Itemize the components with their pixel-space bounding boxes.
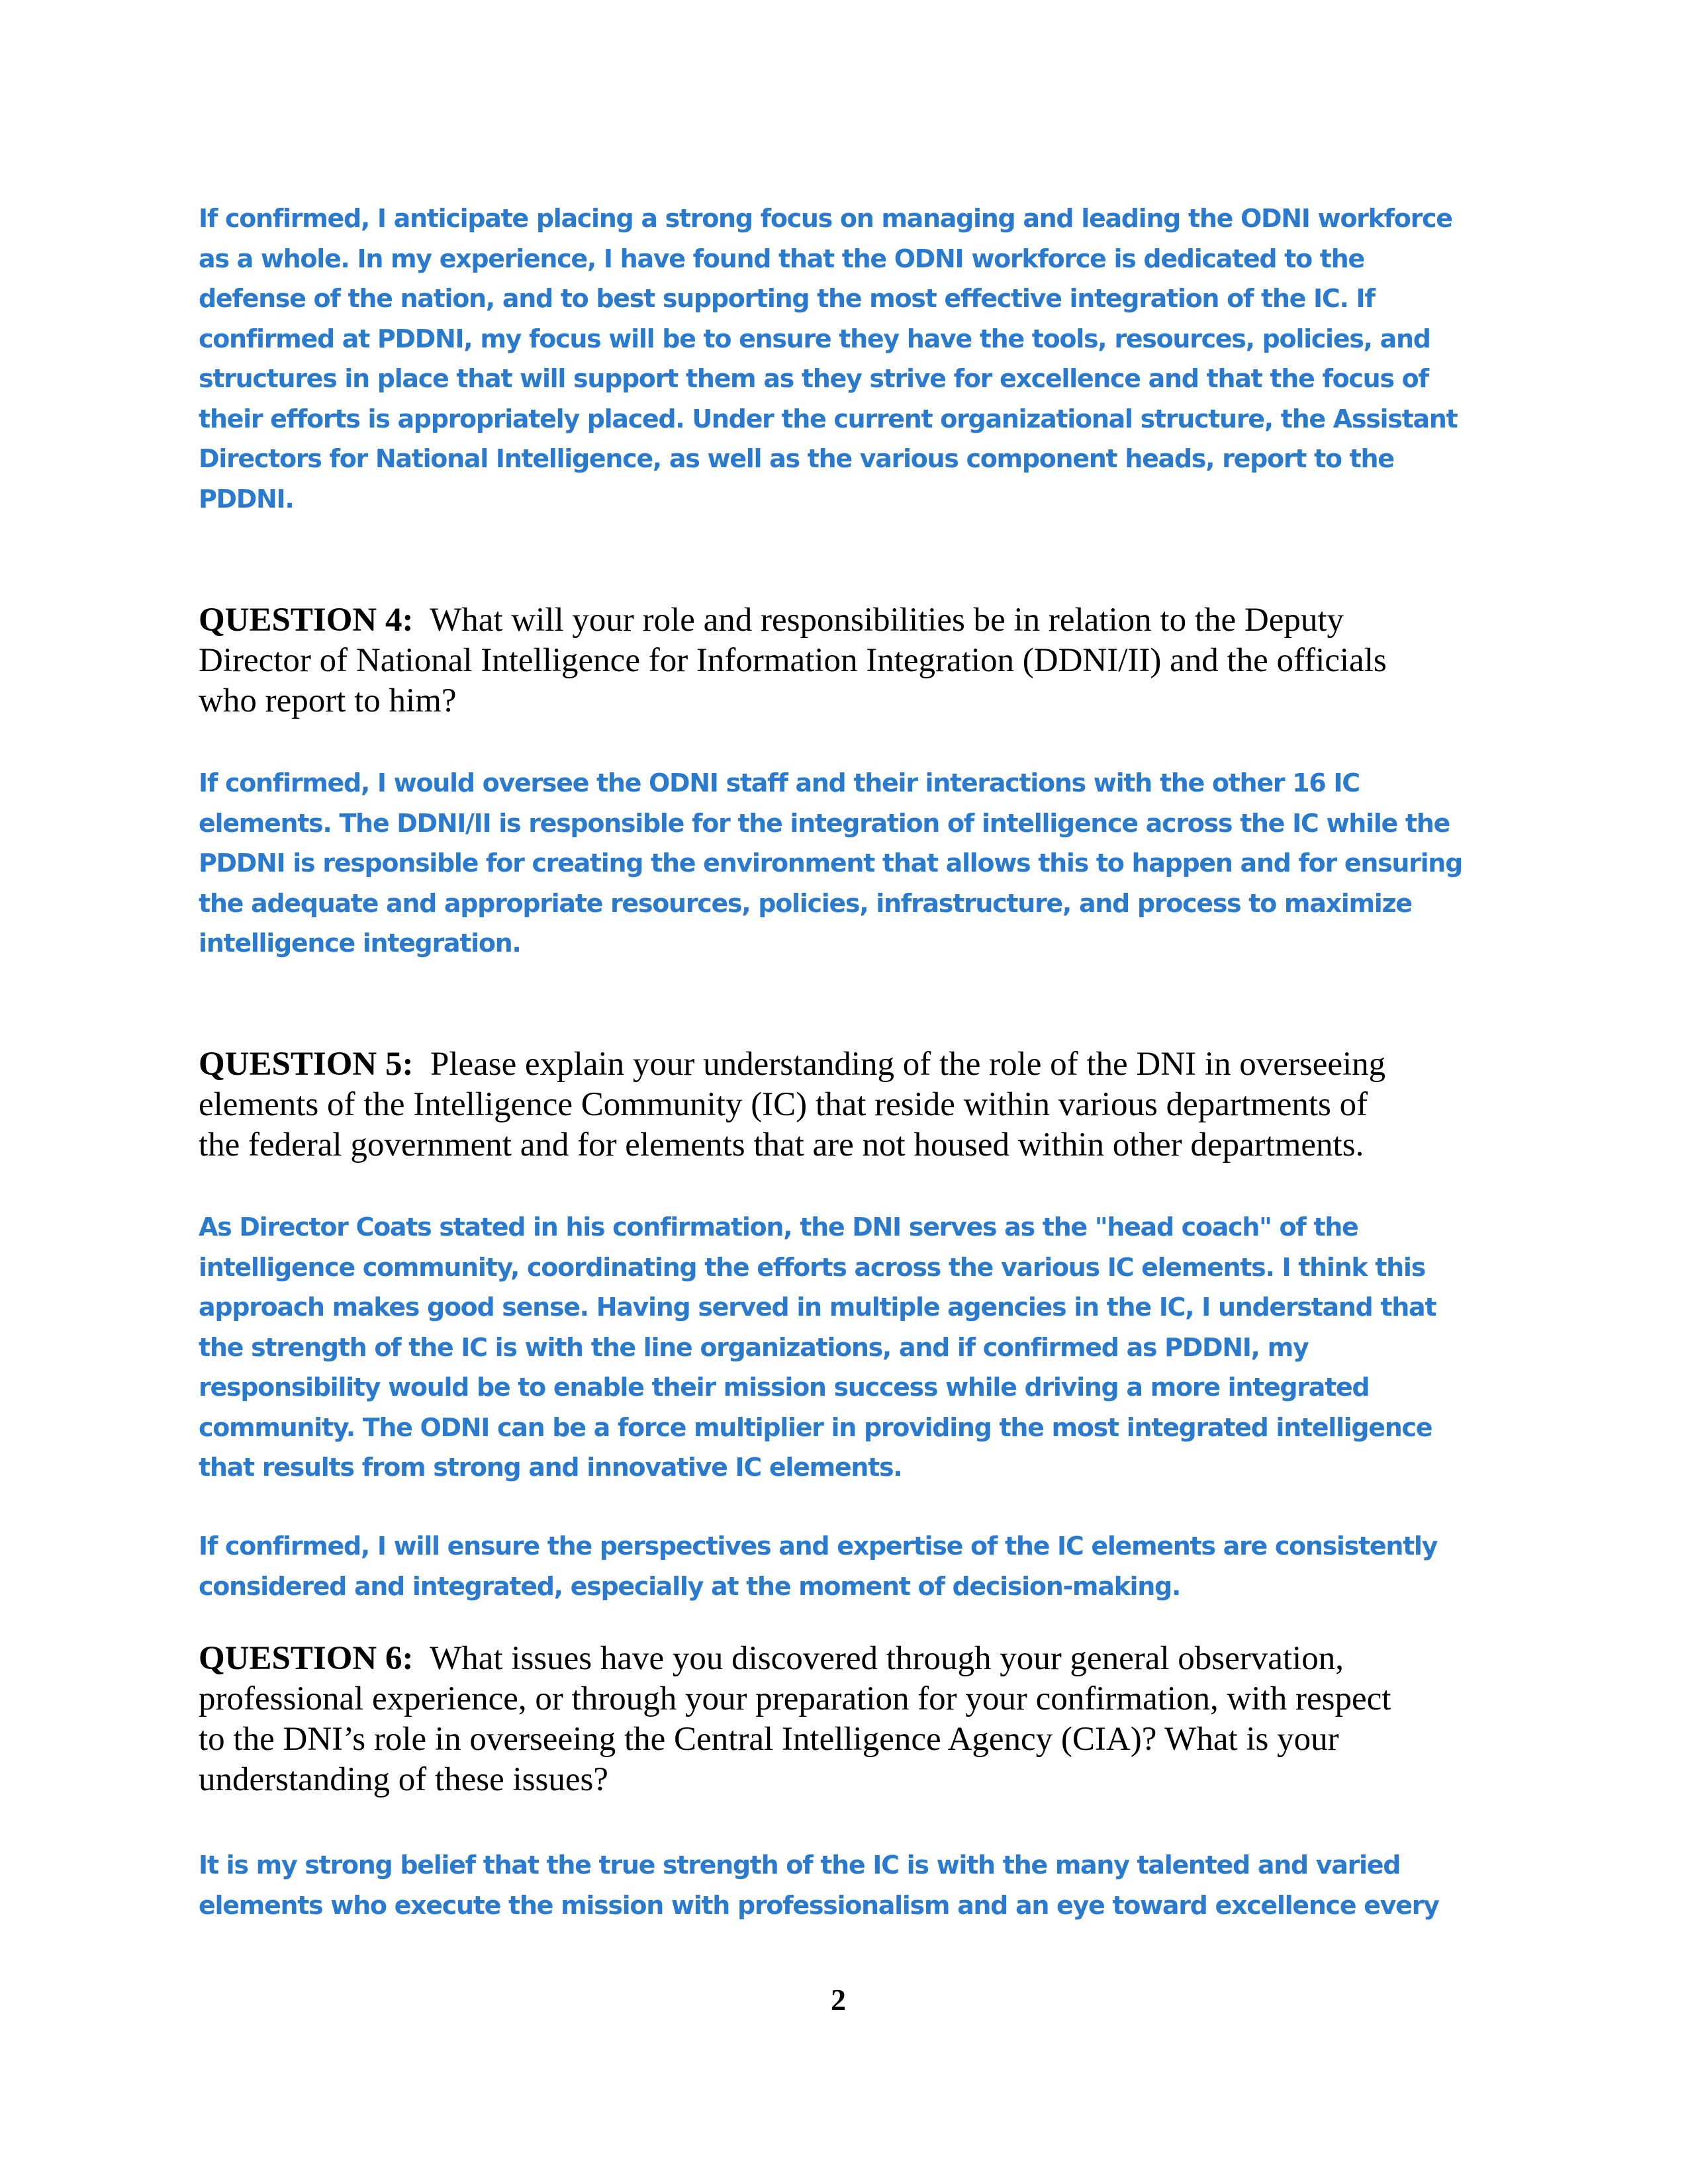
question-line: professional experience, or through your preparation for your confirmation, with respect (199, 1680, 1391, 1717)
question-6 (199, 1639, 1496, 1800)
question-label: QUESTION 6: (199, 1640, 414, 1677)
answer-line: community. The ODNI can be a force multiplier in providing the most integrated intelligence (199, 1412, 1432, 1442)
question-line: to the DNI’s role in overseeing the Central Intelligence Agency (CIA)? What is your (199, 1721, 1339, 1758)
answer-line: intelligence community, coordinating the efforts across the various IC elements. I think this (199, 1252, 1425, 1282)
answer-line: confirmed at PDDNI, my focus will be to ensure they have the tools, resources, policies, and (199, 324, 1430, 353)
question-4 (199, 600, 1496, 721)
answer-q4 (199, 763, 1496, 964)
answer-line: their efforts is appropriately placed. Under the current organizational structure, the Assistant (199, 404, 1458, 433)
question-first-line (199, 1044, 1496, 1085)
answer-line: as a whole. In my experience, I have found that the ODNI workforce is dedicated to the (199, 244, 1364, 273)
answer-q6 (199, 1845, 1496, 1925)
question-text: What issues have you discovered through your general observation, (430, 1640, 1344, 1677)
question-line: understanding of these issues? (199, 1761, 608, 1798)
page-number: 2 (831, 1983, 846, 2017)
answer-line: that results from strong and innovative IC elements. (199, 1453, 902, 1482)
answer-line: It is my strong belief that the true strength of the IC is with the many talented and varied (199, 1850, 1401, 1880)
answer-line: If confirmed, I will ensure the perspectives and expertise of the IC elements are consistently (199, 1531, 1438, 1561)
answer-q5-paragraph-1 (199, 1207, 1496, 1488)
answer-line: Directors for National Intelligence, as well as the various component heads, report to the (199, 444, 1394, 473)
answer-line: defense of the nation, and to best supporting the most effective integration of the IC. If (199, 284, 1375, 313)
question-line: who report to him? (199, 682, 457, 719)
question-label: QUESTION 4: (199, 602, 414, 639)
answer-line: structures in place that will support them as they strive for excellence and that the focus of (199, 364, 1429, 393)
answer-line: PDDNI. (199, 484, 294, 514)
answer-line: If confirmed, I would oversee the ODNI staff and their interactions with the other 16 IC (199, 768, 1360, 797)
answer-line: approach makes good sense. Having served in multiple agencies in the IC, I understand that (199, 1293, 1436, 1322)
question-5 (199, 1044, 1496, 1165)
answer-line: intelligence integration. (199, 929, 521, 958)
answer-line: the strength of the IC is with the line organizations, and if confirmed as PDDNI, my (199, 1332, 1309, 1362)
question-line: elements of the Intelligence Community (IC) that reside within various departments of (199, 1086, 1368, 1123)
question-line: Director of National Intelligence for Information Integration (DDNI/II) and the officials (199, 642, 1387, 679)
question-first-line (199, 600, 1496, 641)
answer-line: PDDNI is responsible for creating the environment that allows this to happen and for ensuring (199, 848, 1462, 878)
answer-line: If confirmed, I anticipate placing a strong focus on managing and leading the ODNI workforce (199, 204, 1452, 233)
question-first-line (199, 1639, 1496, 1679)
question-text: Please explain your understanding of the role of the DNI in overseeing (430, 1046, 1386, 1083)
question-line: the federal government and for elements that are not housed within other departments. (199, 1126, 1364, 1163)
answer-q3 (199, 199, 1496, 519)
question-label: QUESTION 5: (199, 1046, 414, 1083)
answer-line: elements who execute the mission with professionalism and an eye toward excellence every (199, 1890, 1439, 1920)
answer-line: responsibility would be to enable their mission success while driving a more integrated (199, 1373, 1370, 1402)
question-text: What will your role and responsibilities be in relation to the Deputy (430, 602, 1344, 639)
answer-q5-paragraph-2 (199, 1526, 1496, 1606)
answer-line: elements. The DDNI/II is responsible for the integration of intelligence across the IC while the (199, 808, 1450, 838)
answer-line: considered and integrated, especially at the moment of decision-making. (199, 1571, 1181, 1601)
answer-line: As Director Coats stated in his confirmation, the DNI serves as the "head coach" of the (199, 1212, 1358, 1242)
answer-line: the adequate and appropriate resources, policies, infrastructure, and process to maximize (199, 888, 1412, 918)
